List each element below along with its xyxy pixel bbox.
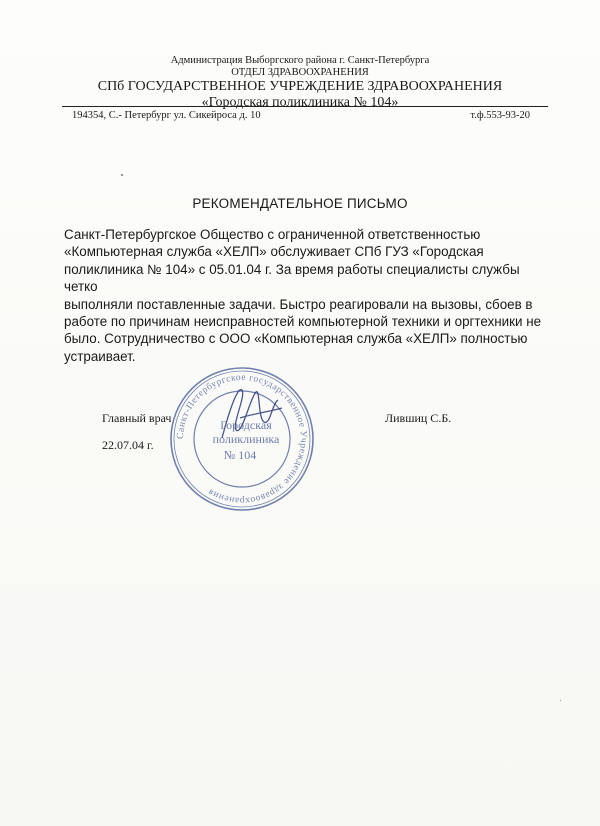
paper-speck [121, 174, 123, 176]
body-line: «Компьютерная служба «ХЕЛП» обслуживает СПб ГУЗ «Городская [64, 244, 484, 260]
letter-body [64, 226, 544, 365]
letterhead-address: 194354, С.- Петербург ул. Сикейроса д. 10 [72, 110, 261, 121]
stamp-outer-text: Санкт-Петербургское государственное Учреждение здравоохранения [175, 372, 309, 506]
handwritten-signature [212, 378, 292, 448]
body-line: устраивает. [64, 348, 136, 364]
body-line: поликлиника № 104» с 05.01.04 г. За время работы специалисты службы четко [64, 261, 520, 295]
letterhead-department: ОТДЕЛ ЗДРАВООХРАНЕНИЯ [231, 67, 369, 78]
signatory-role: Главный врач [102, 411, 172, 425]
body-line: Санкт-Петербургское Общество с ограниченной ответственностью [64, 227, 481, 242]
letterhead-phone: т.ф.553-93-20 [470, 110, 530, 121]
body-line: работе по причинам неисправностей компьютерной техники и оргтехники не [64, 314, 542, 330]
letterhead-divider [62, 106, 548, 107]
signatory-name: Лившиц С.Б. [385, 411, 452, 425]
letterhead-clinic-name: «Городская поликлиника № 104» [201, 95, 399, 110]
stamp-inner-line3: № 104 [223, 448, 257, 462]
body-line: было. Сотрудничество с ООО «Компьютерная служба «ХЕЛП» полностью [64, 331, 528, 347]
body-line: выполняли поставленные задачи. Быстро реагировали на вызовы, сбоев в [64, 296, 533, 312]
paper-speck [560, 700, 561, 701]
letterhead [0, 55, 600, 111]
stamp-inner-line2: поликлиника [212, 432, 280, 446]
letter-title: РЕКОМЕНДАТЕЛЬНОЕ ПИСЬМО [192, 196, 408, 211]
stamp-inner-line1: Городская [220, 418, 272, 432]
letter-date: 22.07.04 г. [102, 438, 154, 452]
letterhead-administration: Администрация Выборгского района г. Санкт-Петербурга [170, 55, 430, 66]
letterhead-institution: СПб ГОСУДАРСТВЕННОЕ УЧРЕЖДЕНИЕ ЗДРАВООХРАНЕНИЯ [97, 79, 503, 94]
